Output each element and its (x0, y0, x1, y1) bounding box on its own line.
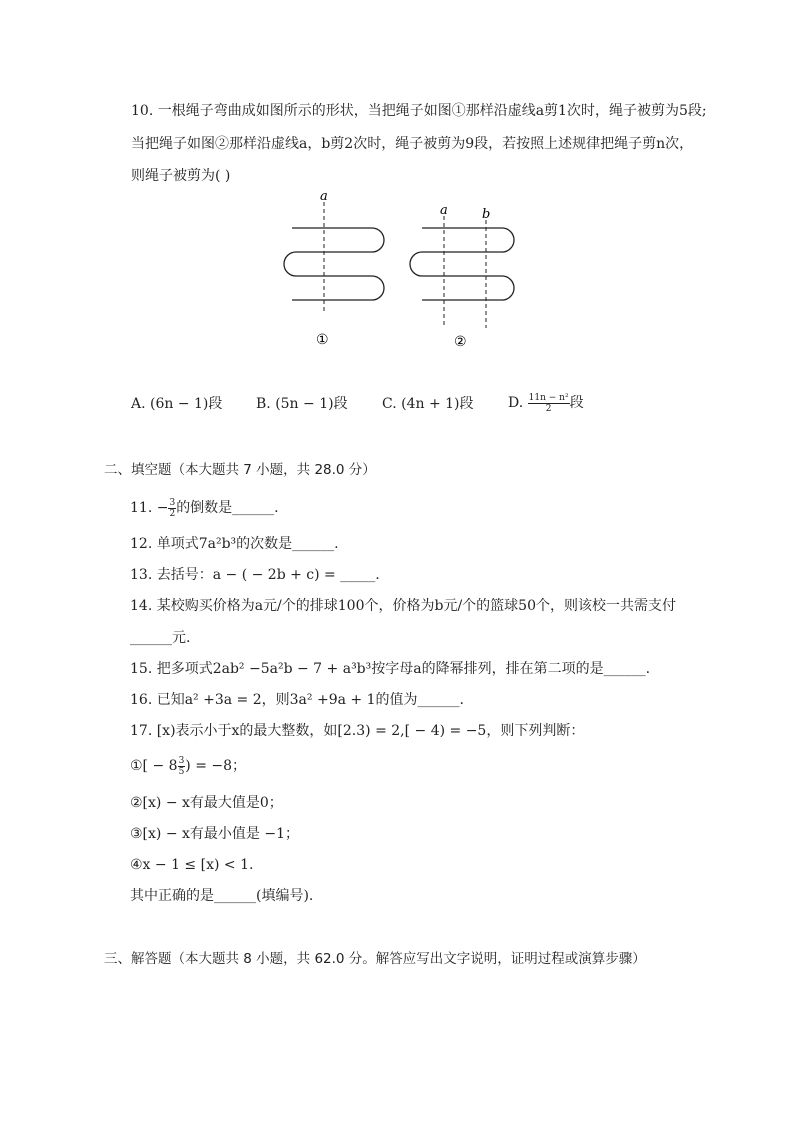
q17-item-2: ②[x) − x有最大值是0； (130, 795, 283, 811)
q17-item-1 (130, 752, 246, 780)
q10-line-3: 则绳子被剪为( ) (131, 168, 231, 184)
option-d (508, 390, 584, 416)
q17-item-1-suffix: ) = −8； (185, 758, 247, 774)
option-d-denominator: 2 (545, 403, 552, 414)
q17-item-1-prefix: ①[ − 8 (130, 758, 178, 774)
fig1-label-a: a (320, 189, 328, 204)
q14-line-1: 14. 某校购买价格为a元/个的排球100个，价格为b元/个的篮球50个，则该校一共需支付 (130, 598, 676, 614)
q13: 13. 去括号：a − ( − 2b + c) = _____. (130, 567, 380, 583)
q10-line-2: 当把绳子如图②那样沿虚线a，b剪2次时，绳子被剪为9段，若按照上述规律把绳子剪n次， (131, 136, 694, 152)
option-d-numerator: 11n − n² (528, 392, 569, 403)
q12: 12. 单项式7a²b³的次数是______. (130, 536, 339, 552)
option-b: B. (5n − 1)段 (256, 396, 348, 412)
q10-line-1: 10. 一根绳子弯曲成如图所示的形状，当把绳子如图①那样沿虚线a剪1次时，绳子被剪为5段; (131, 103, 707, 119)
q11-prefix: 11. − (130, 500, 169, 516)
option-d-fraction (528, 393, 570, 414)
q17-item-1-denominator: 5 (178, 766, 185, 777)
q14-line-2: ______元. (130, 630, 191, 646)
q11 (130, 494, 279, 522)
section-2-heading: 二、填空题（本大题共 7 小题，共 28.0 分） (104, 462, 376, 478)
fig2-caption: ② (454, 334, 467, 350)
option-c: C. (4n + 1)段 (382, 396, 474, 412)
fig2-label-a: a (440, 203, 448, 218)
q15: 15. 把多项式2ab² −5a²b − 7 + a³b³按字母a的降幂排列，排在第二项的是______. (130, 661, 651, 677)
q16: 16. 已知a² +3a = 2，则3a² +9a + 1的值为______. (130, 692, 464, 708)
q11-denominator: 2 (169, 508, 176, 519)
fig2-label-b: b (482, 207, 491, 222)
q17-conclusion: 其中正确的是______(填编号). (130, 888, 314, 904)
q17-item-4: ④x − 1 ≤ [x) < 1. (130, 857, 254, 873)
rope-path-2 (410, 228, 514, 300)
q11-suffix: 的倒数是______. (176, 500, 279, 516)
q17-line-1: 17. [x)表示小于x的最大整数，如[2.3) = 2,[ − 4) = −5，则下列判断： (130, 723, 585, 739)
option-d-suffix: 段 (569, 395, 584, 411)
rope-figure-2 (404, 198, 526, 354)
option-d-prefix: D. (508, 395, 524, 411)
fig1-caption: ① (316, 332, 329, 348)
rope-figure-1 (278, 186, 394, 352)
rope-path-1 (284, 228, 384, 300)
q17-item-3: ③[x) − x有最小值是 −1； (130, 826, 299, 842)
q11-numerator: 3 (169, 497, 176, 508)
option-a: A. (6n − 1)段 (131, 396, 223, 412)
q17-item-1-numerator: 3 (178, 755, 185, 766)
section-3-heading: 三、解答题（本大题共 8 小题，共 62.0 分。解答应写出文字说明，证明过程或演算步骤） (104, 951, 646, 967)
